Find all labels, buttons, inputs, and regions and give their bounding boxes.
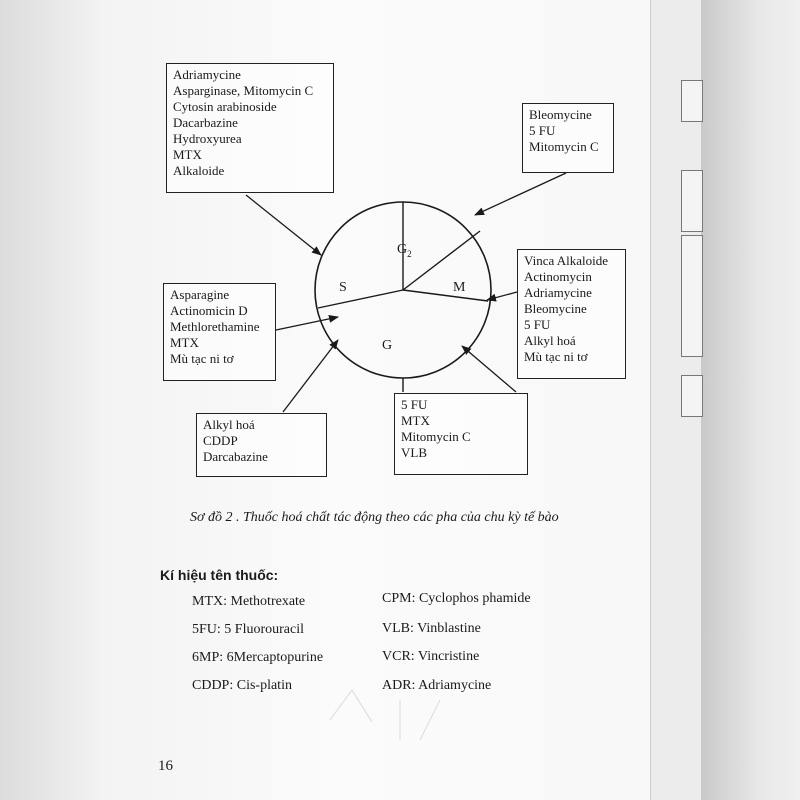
drug-name: Alkyl hoá [524, 333, 576, 348]
drug-name: CDDP [203, 433, 238, 448]
drug-name: Darcabazine [203, 449, 268, 464]
pencil-mark [330, 690, 440, 740]
drug-name: 5 FU [524, 317, 551, 332]
drug-name: Asparagine [170, 287, 230, 302]
drug-name: 5 FU [401, 397, 428, 412]
arrow-top-right [475, 173, 566, 215]
phase-label-g: G [382, 338, 393, 353]
phase-label-g2: $G_2$ [397, 242, 412, 259]
arrow-left [276, 317, 338, 330]
phase-label-s: S [339, 280, 347, 295]
arrow-bottom-right [462, 346, 516, 392]
legend-title: Kí hiệu tên thuốc: [160, 567, 279, 583]
drug-name: Mitomycin C [401, 429, 471, 444]
drug-box-right [517, 249, 626, 379]
phase-divider [318, 290, 403, 308]
drug-name: Hydroxyurea [173, 131, 242, 146]
drug-box-top-left [166, 63, 334, 193]
drug-box-top-right [522, 103, 614, 173]
drug-name: Bleomycine [524, 301, 587, 316]
legend-item: 6MP: 6Mercaptopurine [192, 650, 324, 665]
drug-name: Cytosin arabinoside [173, 99, 277, 114]
phase-divider [403, 231, 480, 290]
figure-caption: Sơ đồ 2 . Thuốc hoá chất tác động theo các pha của chu kỳ tế bào [190, 510, 559, 525]
legend-item: 5FU: 5 Fluorouracil [192, 622, 304, 637]
drug-name: Adriamycine [524, 285, 592, 300]
drug-name: Mù tạc ni tơ [170, 351, 234, 366]
drug-name: MTX [173, 147, 202, 162]
drug-name: Actinomicin D [170, 303, 248, 318]
legend-item: ADR: Adriamycine [382, 678, 492, 693]
drug-name: Dacarbazine [173, 115, 238, 130]
legend-item: CPM: Cyclophos phamide [382, 591, 531, 606]
arrow-bottom-left [283, 340, 338, 412]
arrow-top-left [246, 195, 321, 255]
page-number: 16 [158, 758, 173, 774]
drug-name: Mitomycin C [529, 139, 599, 154]
legend-item: CDDP: Cis-platin [192, 678, 292, 693]
drug-box-left [163, 283, 276, 381]
drug-name: Vinca Alkaloide [524, 253, 609, 268]
drug-name: Methlorethamine [170, 319, 260, 334]
drug-name: Adriamycine [173, 67, 241, 82]
drug-name: Bleomycine [529, 107, 592, 122]
phase-divider [403, 290, 488, 301]
drug-name: MTX [401, 413, 430, 428]
drug-name: Alkyl hoá [203, 417, 255, 432]
legend-item: VCR: Vincristine [382, 649, 480, 664]
drug-name: 5 FU [529, 123, 556, 138]
drug-name: Asparginase, Mitomycin C [173, 83, 314, 98]
drug-box-bottom-left [196, 413, 327, 477]
legend-item: VLB: Vinblastine [382, 621, 481, 636]
drug-name: Alkaloide [173, 163, 225, 178]
phase-label-m: M [453, 280, 466, 295]
legend-item: MTX: Methotrexate [192, 594, 306, 609]
drug-name: Actinomycin [524, 269, 592, 284]
drug-box-bottom-center [394, 393, 528, 475]
drug-name: Mù tạc ni tơ [524, 349, 588, 364]
drug-name: MTX [170, 335, 199, 350]
drug-name: VLB [401, 445, 427, 460]
